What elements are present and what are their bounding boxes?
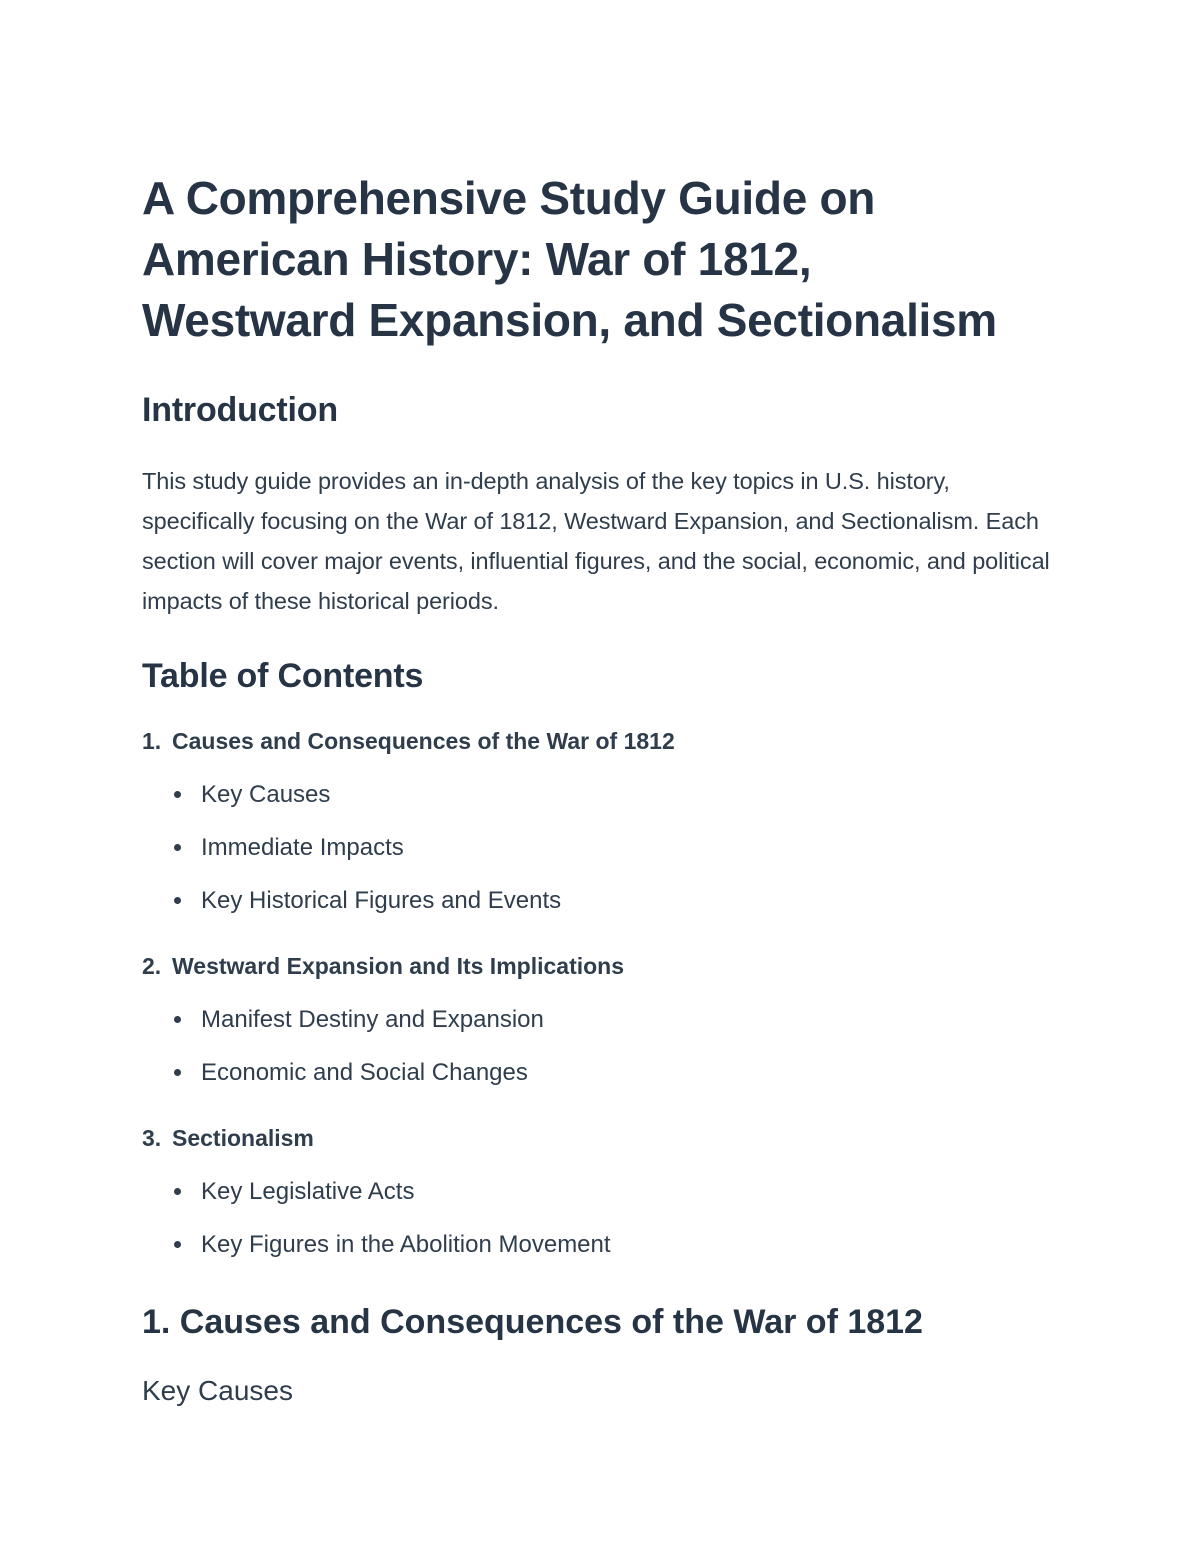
document-title (142, 168, 1062, 351)
introduction-text: This study guide provides an in-depth analysis of the key topics in U.S. history, specifically focusing on the War of 1812, Westward Expansion, and Sectionalism. Each section will cover major events, influential figures, and the social, economic, and political impacts of these historical periods. (142, 468, 1050, 614)
toc-subitem: Key Causes (142, 768, 1062, 821)
toc-item-label: Westward Expansion and Its Implications (172, 953, 625, 979)
title-line: Westward Expansion, and Sectionalism (142, 294, 997, 346)
introduction-heading: Introduction (142, 391, 338, 429)
bullet-icon (174, 1016, 181, 1023)
section-heading: 1. Causes and Consequences of the War of 1812 (142, 1303, 923, 1341)
bullet-icon (174, 1069, 181, 1076)
toc-subitems (142, 1165, 1062, 1271)
table-of-contents (142, 727, 1062, 1271)
document-page (142, 168, 1062, 1409)
toc-heading: Table of Contents (142, 657, 424, 695)
toc-item-label: Causes and Consequences of the War of 1812 (172, 728, 675, 754)
bullet-icon (174, 844, 181, 851)
toc-item (142, 952, 1062, 1099)
toc-item-label: Sectionalism (172, 1125, 314, 1151)
bullet-icon (174, 791, 181, 798)
toc-subitems (142, 768, 1062, 927)
toc-subitem: Manifest Destiny and Expansion (142, 993, 1062, 1046)
toc-subitems (142, 993, 1062, 1099)
toc-item-number: 1. (142, 728, 162, 754)
bullet-icon (174, 1241, 181, 1248)
toc-item-number: 3. (142, 1125, 162, 1151)
toc-item (142, 727, 1062, 927)
toc-subitem: Key Figures in the Abolition Movement (142, 1218, 1062, 1271)
bullet-icon (174, 897, 181, 904)
toc-subitem: Economic and Social Changes (142, 1046, 1062, 1099)
bullet-icon (174, 1188, 181, 1195)
title-line: American History: War of 1812, (142, 233, 812, 285)
section-subheading: Key Causes (142, 1375, 293, 1406)
title-line: A Comprehensive Study Guide on (142, 172, 876, 224)
toc-item-number: 2. (142, 953, 162, 979)
toc-subitem: Key Legislative Acts (142, 1165, 1062, 1218)
toc-item (142, 1124, 1062, 1271)
toc-subitem: Immediate Impacts (142, 821, 1062, 874)
toc-subitem: Key Historical Figures and Events (142, 874, 1062, 927)
